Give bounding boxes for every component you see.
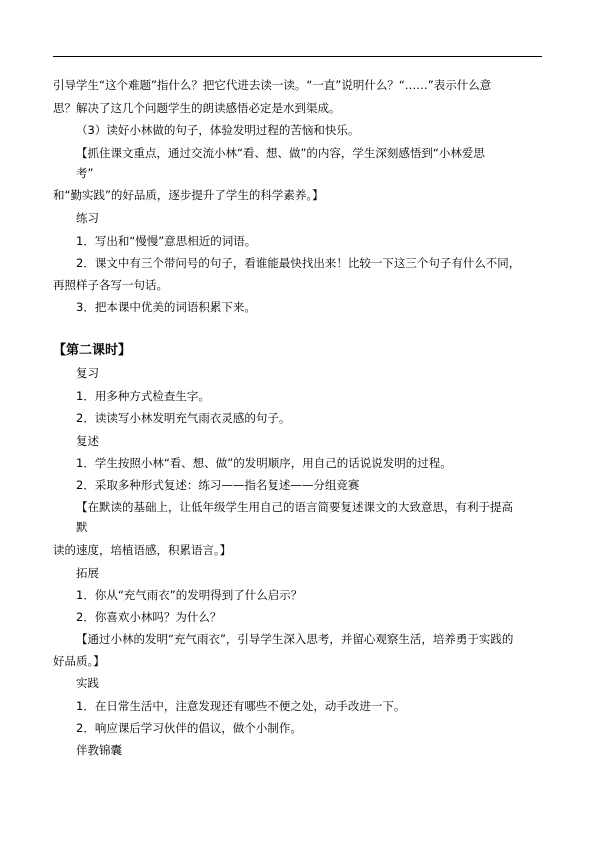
list-item: 1．写出和“慢慢”意思相近的词语。 xyxy=(76,234,257,248)
section-label-extend: 拓展 xyxy=(76,566,99,580)
paragraph-line: 引导学生“这个难题”指什么？把它代进去读一读。“一直”说明什么？“……”表示什么意 xyxy=(53,78,492,92)
section-label-tips: 伴教锦囊 xyxy=(76,743,122,757)
section-label-review: 复习 xyxy=(76,366,99,380)
list-item: 1．你从“充气雨衣”的发明得到了什么启示？ xyxy=(76,588,303,602)
list-item: 2．课文中有三个带问号的句子，看谁能最快找出来！比较一下这三个句子有什么不同， xyxy=(76,256,521,270)
list-item: 3．把本课中优美的词语积累下来。 xyxy=(76,300,256,314)
commentary-line: 【抓住课文重点，通过交流小林“看、想、做”的内容，学生深刻感悟到“小林爱思 xyxy=(76,146,485,160)
lesson-heading: 【第二课时】 xyxy=(53,343,132,358)
paragraph-line: （3）读好小林做的句子，体验发明过程的苦恼和快乐。 xyxy=(76,123,360,137)
list-item: 2．读读写小林发明充气雨衣灵感的句子。 xyxy=(76,411,291,425)
commentary-line: 好品质。】 xyxy=(53,654,105,668)
list-item: 1．用多种方式检查生字。 xyxy=(76,389,210,403)
list-item: 1．学生按照小林“看、想、做”的发明顺序，用自己的话说说发明的过程。 xyxy=(76,456,452,470)
commentary-line: 读的速度，培植语感，积累语言。】 xyxy=(53,543,232,557)
commentary-line: 和“勤实践”的好品质，逐步提升了学生的科学素养。】 xyxy=(53,188,324,202)
section-label-practice: 实践 xyxy=(76,676,99,690)
header-rule xyxy=(53,56,542,57)
list-item: 2．响应课后学习伙伴的倡议，做个小制作。 xyxy=(76,721,302,735)
commentary-line: 【通过小林的发明“充气雨衣”，引导学生深入思考，并留心观察生活，培养勇于实践的 xyxy=(76,632,514,646)
list-item: 2．你喜欢小林吗？为什么？ xyxy=(76,610,222,624)
list-item: 1．在日常生活中，注意发现还有哪些不便之处，动手改进一下。 xyxy=(76,699,406,713)
paragraph-line: 思？解决了这几个问题学生的朗读感悟必定是水到渠成。 xyxy=(53,101,341,115)
commentary-line: 默 xyxy=(76,520,88,534)
commentary-line: 【在默读的基础上，让低年级学生用自己的语言简要复述课文的大致意思，有利于提高 xyxy=(76,500,513,514)
commentary-line: 考” xyxy=(76,166,94,180)
section-label-retell: 复述 xyxy=(76,434,99,448)
section-label-exercise: 练习 xyxy=(76,211,99,225)
list-item-continuation: 再照样子各写一句话。 xyxy=(53,278,168,292)
list-item: 2．采取多种形式复述：练习——指名复述——分组竞赛 xyxy=(76,478,360,492)
